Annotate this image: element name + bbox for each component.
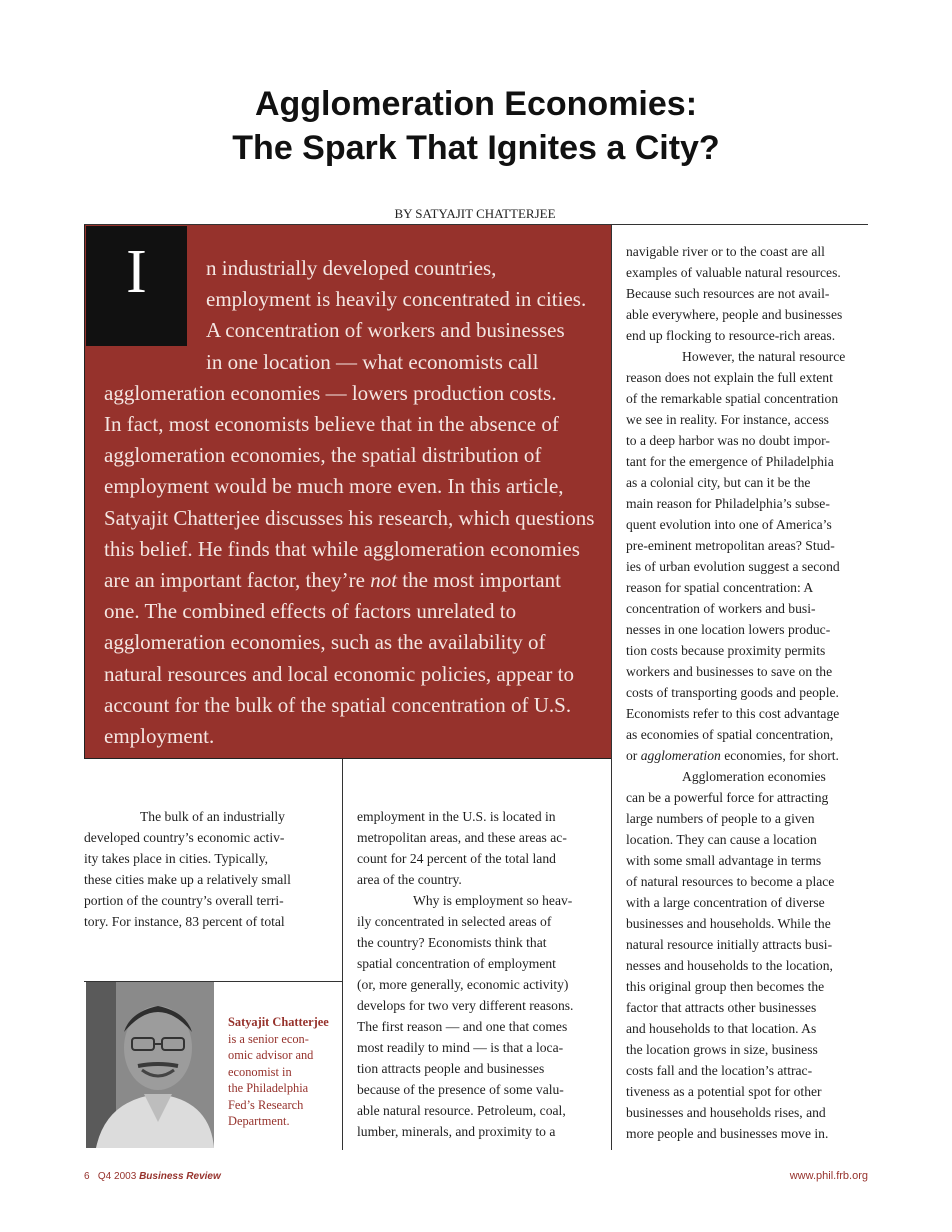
text-line: main reason for Philadelphia’s subse- [626,496,830,511]
lead-line: this belief. He finds that while agglomeration economies [104,536,580,561]
title-line-2: The Spark That Ignites a City? [232,129,720,167]
text-line: can be a powerful force for attracting [626,790,829,805]
text-line: with some small advantage in terms [626,853,822,868]
text-line: ity takes place in cities. Typically, [84,851,269,866]
lead-line: employment. [104,724,215,749]
text-line: nesses in one location lowers produc- [626,622,831,637]
text-line: tory. For instance, 83 percent of total [84,914,285,929]
publication-name: Business Review [139,1171,221,1182]
byline: BY SATYAJIT CHATTERJEE [394,206,556,221]
text-emphasis: agglomeration [640,748,721,763]
bio-name: Satyajit Chatterjee [228,1015,329,1029]
text-line: pre-eminent metropolitan areas? Stud- [626,538,835,553]
lead-line: natural resources and local economic policies, appear to [104,661,574,686]
text-line: developed country’s economic activ- [84,830,285,845]
text-line: of the remarkable spatial concentration [626,391,839,406]
lead-emphasis: not [370,568,398,593]
text-line: more people and businesses move in. [626,1126,829,1141]
text-line: because of the presence of some valu- [357,1082,564,1097]
text-line: (or, more generally, economic activity) [357,977,569,992]
text-line: Why is employment so heav- [413,893,573,908]
footer-url[interactable]: www.phil.frb.org [789,1170,868,1182]
lead-line: employment would be much more even. In this article, [104,474,564,499]
text-line: with a large concentration of diverse [626,895,825,910]
text-line: tion attracts people and businesses [357,1061,545,1076]
lead-line: one. The combined effects of factors unrelated to [104,599,517,624]
text-line: ies of urban evolution suggest a second [626,559,840,574]
text-line: or [626,748,638,763]
text-line: employment in the U.S. is located in [357,809,556,824]
text-line: end up flocking to resource-rich areas. [626,328,836,343]
lead-line: agglomeration economies, such as the availability of [104,630,546,655]
lead-line: agglomeration economies — lowers production costs. [104,380,557,405]
text-line: quent evolution into one of America’s [626,517,832,532]
text-line: as a colonial city, but can it be the [626,475,811,490]
page-footer-left [84,1171,221,1182]
author-photo [86,982,214,1148]
text-line: most readily to mind — is that a loca- [357,1040,564,1055]
text-line: this original group then becomes the [626,979,825,994]
lead-line: employment is heavily concentrated in cities. [206,287,587,312]
lead-line: A concentration of workers and businesses [206,318,565,343]
text-line: Because such resources are not avail- [626,286,830,301]
text-line: to a deep harbor was no doubt impor- [626,433,830,448]
text-line: develops for two very different reasons. [357,998,574,1013]
text-line: the location grows in size, business [626,1042,818,1057]
column-2 [357,806,609,1142]
column-3 [626,241,872,1144]
text-line: tion costs because proximity permits [626,643,826,658]
text-line: these cities make up a relatively small [84,872,291,887]
text-line: ily concentrated in selected areas of [357,914,552,929]
bio-line: the Philadelphia [228,1081,309,1095]
text-line: examples of valuable natural resources. [626,265,841,280]
column-1 [84,806,324,932]
column-divider-left [342,759,343,1150]
bio-line: Fed’s Research [228,1097,304,1112]
lead-line: account for the bulk of the spatial concentration of U.S. [104,692,572,717]
drop-cap: I [86,226,187,346]
text-line: The bulk of an industrially [140,809,285,824]
text-line: reason for spatial concentration: A [626,580,814,595]
text-line: of natural resources to become a place [626,874,835,889]
author-bio [228,1014,340,1130]
page-number: 6 [84,1171,90,1182]
text-line: costs of transporting goods and people. [626,685,839,700]
title-line-1: Agglomeration Economies: [254,85,698,123]
lead-line: in one location — what economists call [206,349,539,374]
lead-line: the most important [397,568,561,593]
text-line: concentration of workers and busi- [626,601,816,616]
bio-line: is a senior econ- [228,1031,309,1046]
text-line: able natural resource. Petroleum, coal, [357,1103,566,1118]
text-line: navigable river or to the coast are all [626,244,825,259]
text-line: large numbers of people to a given [626,811,815,826]
text-line: businesses and households. While the [626,916,831,931]
text-line: portion of the country’s overall terri- [84,893,284,908]
text-line: factor that attracts other businesses [626,1000,817,1015]
article-title [0,82,952,170]
lead-box-left-border [84,225,85,758]
lead-line: are an important factor, they’re [104,568,365,593]
lead-paragraph [104,253,604,752]
text-line: area of the country. [357,872,462,887]
lead-line: agglomeration economies, the spatial distribution of [104,443,542,468]
lead-line: In fact, most economists believe that in the absence of [104,412,559,437]
text-line: tiveness as a potential spot for other [626,1084,822,1099]
column-divider-right [611,225,612,1150]
bio-line: omic advisor and [228,1048,314,1062]
lead-box-bottom-border [84,758,611,759]
text-line: nesses and households to the location, [626,958,833,973]
text-line: and households to that location. As [626,1021,817,1036]
issue-label: Q4 2003 [97,1171,137,1182]
text-line: the country? Economists think that [357,935,547,950]
text-line: Agglomeration economies [682,769,826,784]
text-line: tant for the emergence of Philadelphia [626,454,834,469]
text-line: workers and businesses to save on the [626,664,833,679]
text-line: spatial concentration of employment [357,956,556,971]
lead-line: n industrially developed countries, [206,256,497,280]
text-line: Economists refer to this cost advantage [626,706,840,721]
text-line: as economies of spatial concentration, [626,727,834,742]
text-line: However, the natural resource [682,349,846,364]
text-line: location. They can cause a location [626,832,817,847]
text-line: able everywhere, people and businesses [626,307,843,322]
text-line: costs fall and the location’s attrac- [626,1063,813,1078]
text-line: natural resource initially attracts busi- [626,937,833,952]
text-line: count for 24 percent of the total land [357,851,556,866]
lead-line: Satyajit Chatterjee discusses his research, which questions [104,505,595,530]
text-line: businesses and households rises, and [626,1105,826,1120]
bio-line: Department. [228,1114,290,1128]
text-line: economies, for short. [720,748,839,763]
text-line: reason does not explain the full extent [626,370,833,385]
text-line: lumber, minerals, and proximity to a [357,1124,556,1139]
bio-line: economist in [228,1064,292,1079]
text-line: The first reason — and one that comes [357,1019,568,1034]
text-line: metropolitan areas, and these areas ac- [357,830,567,845]
text-line: we see in reality. For instance, access [626,412,829,427]
